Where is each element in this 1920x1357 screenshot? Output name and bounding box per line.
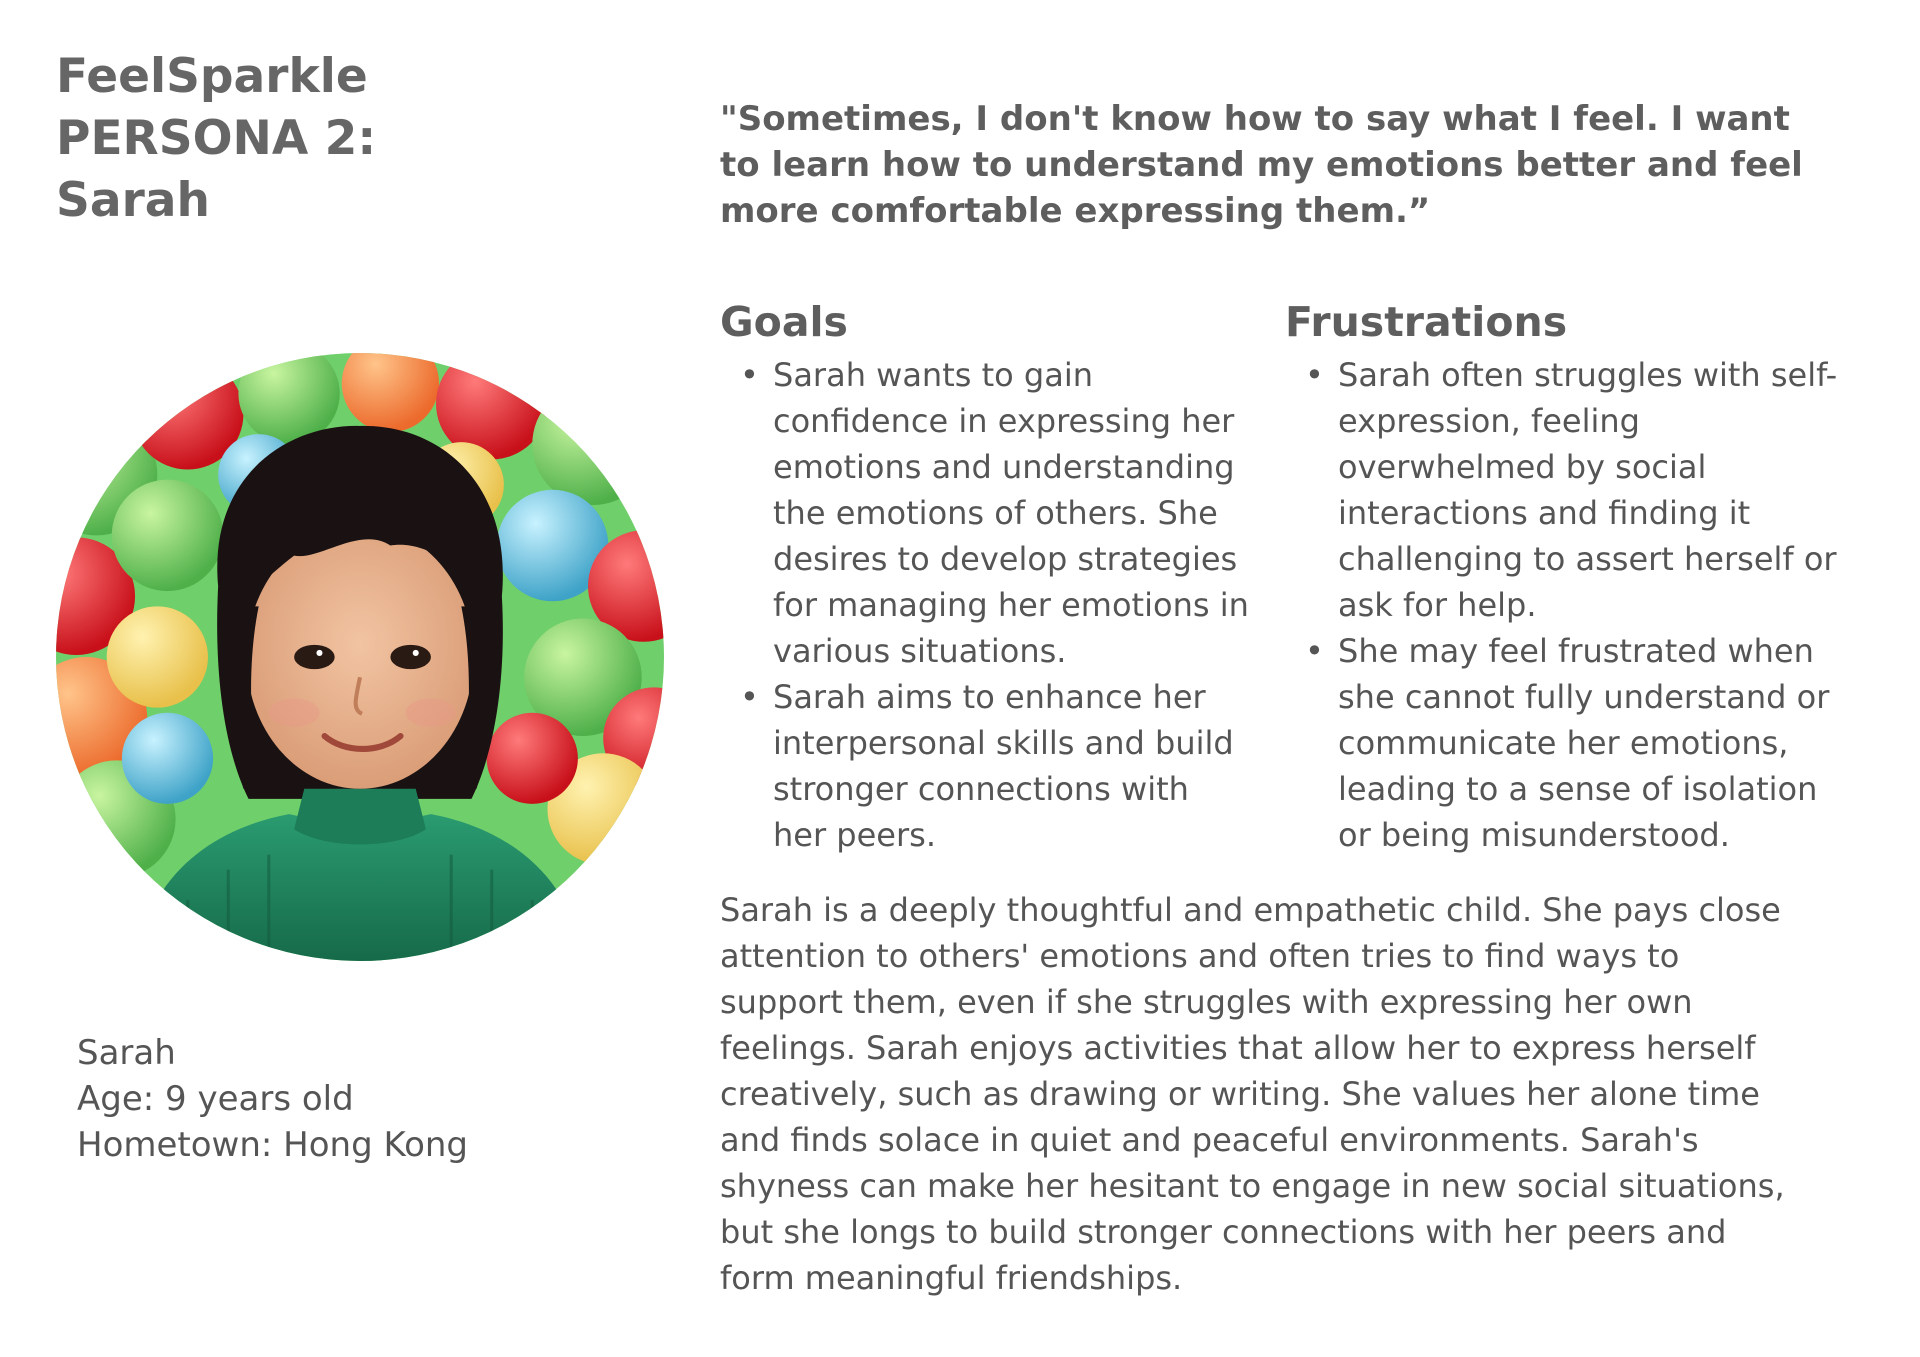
- goals-item: [720, 674, 1250, 858]
- goals-section: [720, 294, 1250, 858]
- goals-list: [720, 352, 1250, 858]
- bullet: •: [740, 356, 759, 394]
- frustrations-item: [1285, 352, 1845, 628]
- persona-quote: "Sometimes, I don't know how to say what I feel. I want to learn how to understand my emotions better and feel more comfortable expressing them.”: [720, 99, 1803, 231]
- persona-info: [77, 1030, 468, 1168]
- title-persona-number: PERSONA 2:: [56, 111, 377, 166]
- goals-item-text: Sarah wants to gain confidence in expressing her emotions and understanding the emotions of others. She desires to develop strategies for managing her emotions in various situations.: [773, 356, 1249, 670]
- goals-heading: Goals: [720, 298, 848, 346]
- persona-age: Age: 9 years old: [77, 1079, 354, 1119]
- bullet: •: [1305, 632, 1324, 670]
- title-app-name: FeelSparkle: [56, 49, 368, 104]
- persona-name: Sarah: [77, 1033, 176, 1073]
- frustrations-item-text: She may feel frustrated when she cannot fully understand or communicate her emotions, leading to a sense of isolation or being misunderstood.: [1338, 632, 1830, 854]
- persona-title: [56, 46, 376, 232]
- bullet: •: [1305, 356, 1324, 394]
- persona-bio: Sarah is a deeply thoughtful and empathetic child. She pays close attention to others' emotions and often tries to find ways to support them, even if she struggles with expressing her own feelings. Sarah enjoys activities that allow her to express herself creatively, such as drawing or writing. She values her alone time and finds solace in quiet and peaceful environments. Sarah's shyness can make her hesitant to engage in new social situations, but she longs to build stronger connections with her peers and form meaningful friendships.: [720, 891, 1785, 1297]
- persona-hometown: Hometown: Hong Kong: [77, 1125, 468, 1165]
- frustrations-heading: Frustrations: [1285, 298, 1568, 346]
- frustrations-item: [1285, 628, 1845, 858]
- title-persona-name: Sarah: [56, 173, 210, 228]
- frustrations-list: [1285, 352, 1845, 858]
- goals-item-text: Sarah aims to enhance her interpersonal skills and build stronger connections with her peers.: [773, 678, 1234, 854]
- bullet: •: [740, 678, 759, 716]
- frustrations-section: [1285, 294, 1845, 858]
- frustrations-item-text: Sarah often struggles with self-expression, feeling overwhelmed by social interactions and finding it challenging to assert herself or ask for help.: [1338, 356, 1838, 624]
- persona-photo: [56, 353, 664, 961]
- goals-item: [720, 352, 1250, 674]
